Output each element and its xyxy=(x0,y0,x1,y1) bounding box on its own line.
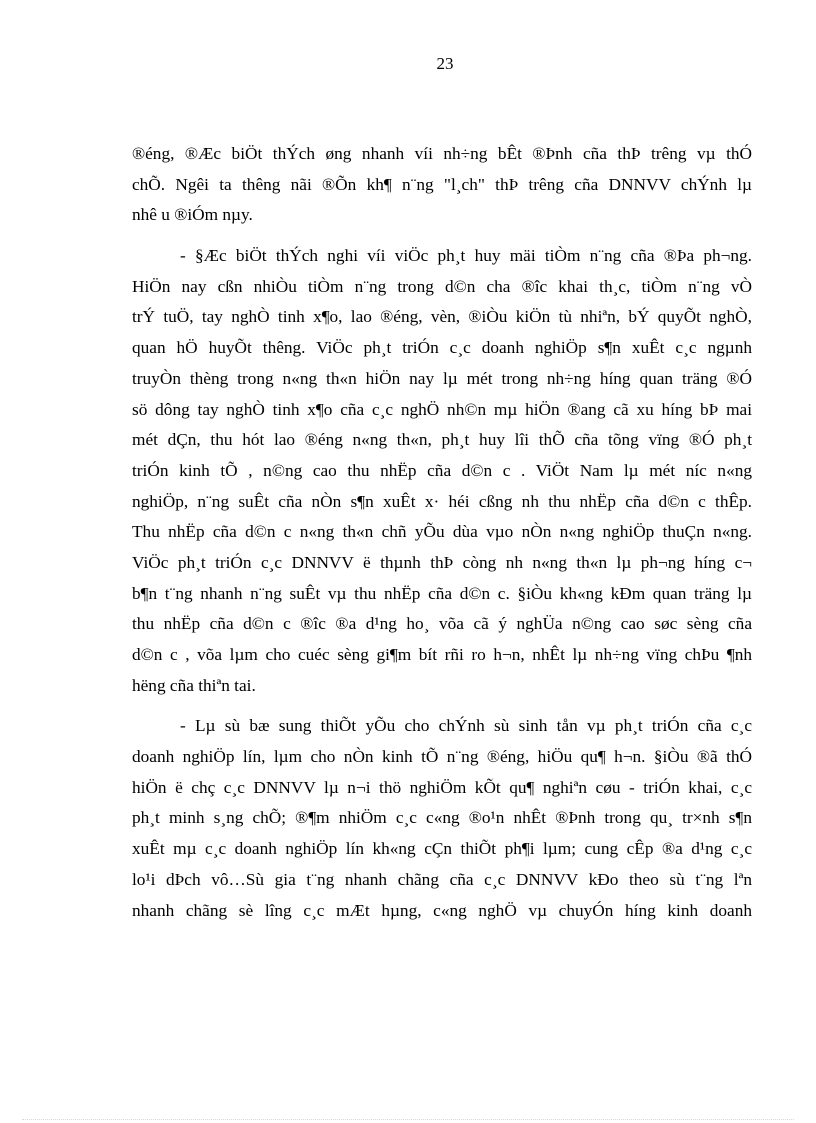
text-line: ViÖc ph¸t triÓn c¸c DNNVV ë thµnh thÞ còng nh n«ng th«n lµ ph¬ng híng c¬ xyxy=(132,552,752,572)
text-line: b¶n t¨ng nhanh n¨ng suÊt vµ thu nhËp cña d©n c. §iÒu kh«ng kÐm quan träng lµ xyxy=(132,583,752,603)
paragraph-1 xyxy=(132,139,752,231)
text-line: nhê u ®iÓm nµy. xyxy=(132,205,253,225)
text-line: sö dông tay nghÒ tinh x¶o cña c¸c nghÖ nh©n mµ hiÖn ®ang cã xu híng bÞ mai xyxy=(132,399,752,419)
text-line: trÝ tuÖ, tay nghÒ tinh x¶o, lao ®éng, vèn, ®iÒu kiÖn tù nhiªn, bÝ quyÕt nghÒ, xyxy=(132,307,752,327)
text-line: hëng cña thiªn tai. xyxy=(132,675,256,695)
text-line: triÓn kinh tÕ , n©ng cao thu nhËp cña d©n c . ViÖt Nam lµ mét níc n«ng xyxy=(132,460,752,480)
text-line: doanh nghiÖp lín, lµm cho nÒn kinh tÕ n¨ng ®éng, hiÖu qu¶ h¬n. §iÒu ®ã thÓ xyxy=(132,747,752,767)
text-line: Thu nhËp cña d©n c n«ng th«n chñ yÕu dùa vµo nÒn n«ng nghiÖp thuÇn n«ng. xyxy=(132,522,752,542)
text-line: - §Æc biÖt thÝch nghi víi viÖc ph¸t huy mäi tiÒm n¨ng cña ®Þa ph¬ng. xyxy=(180,246,752,266)
text-line: nhanh chãng sè lîng c¸c mÆt hµng, c«ng nghÖ vµ chuyÓn híng kinh doanh xyxy=(132,900,752,920)
text-line: ph¸t minh s¸ng chÕ; ®¶m nhiÖm c¸c c«ng ®o¹n nhÊt ®Þnh trong qu¸ tr×nh s¶n xyxy=(132,808,752,828)
text-line: - Lµ sù bæ sung thiÕt yÕu cho chÝnh sù sinh tån vµ ph¸t triÓn cña c¸c xyxy=(180,716,752,736)
text-line: lo¹i dÞch vô…Sù gia t¨ng nhanh chãng cña c¸c DNNVV kÐo theo sù t¨ng lªn xyxy=(132,869,752,889)
paragraph-2 xyxy=(132,241,752,701)
text-line: d©n c , võa lµm cho cuéc sèng gi¶m bít rñi ro h¬n, nhÊt lµ nh÷ng vïng chÞu ¶nh xyxy=(132,645,752,664)
paragraph-3 xyxy=(132,711,752,926)
text-line: chÕ. Ngêi ta thêng nãi ®Õn kh¶ n¨ng "l¸ch" thÞ trêng cña DNNVV chÝnh lµ xyxy=(132,174,752,194)
text-line: ®éng, ®Æc biÖt thÝch øng nhanh víi nh÷ng bÊt ®Þnh cña thÞ trêng vµ thÓ xyxy=(132,144,752,163)
text-line: HiÖn nay cßn nhiÒu tiÒm n¨ng trong d©n cha ®îc khai th¸c, tiÒm n¨ng vÒ xyxy=(132,276,752,296)
text-line: hiÖn ë chç c¸c DNNVV lµ n¬i thö nghiÖm kÕt qu¶ nghiªn cøu - triÓn khai, c¸c xyxy=(132,777,752,797)
page-number: 23 xyxy=(436,54,454,73)
text-line: truyÒn thèng trong n«ng th«n hiÖn nay lµ mét trong nh÷ng híng quan träng ®Ó xyxy=(132,368,752,388)
body-text xyxy=(132,139,752,926)
text-line: thu nhËp cña d©n c ®îc ®a d¹ng ho¸ võa cã ý nghÜa n©ng cao søc sèng cña xyxy=(132,614,752,634)
text-line: mét dÇn, thu hót lao ®éng n«ng th«n, ph¸t huy lîi thÕ cña tõng vïng ®Ó ph¸t xyxy=(132,430,752,450)
page-bottom-divider xyxy=(22,1119,794,1120)
text-line: xuÊt mµ c¸c doanh nghiÖp lín kh«ng cÇn thiÕt ph¶i lµm; cung cÊp ®a d¹ng c¸c xyxy=(132,839,752,859)
text-line: quan hÖ huyÕt thêng. ViÖc ph¸t triÓn c¸c doanh nghiÖp s¶n xuÊt c¸c ngµnh xyxy=(132,338,752,358)
text-line: nghiÖp, n¨ng suÊt cña nÒn s¶n xuÊt x· héi cßng nh thu nhËp cña d©n c thÊp. xyxy=(132,491,752,511)
